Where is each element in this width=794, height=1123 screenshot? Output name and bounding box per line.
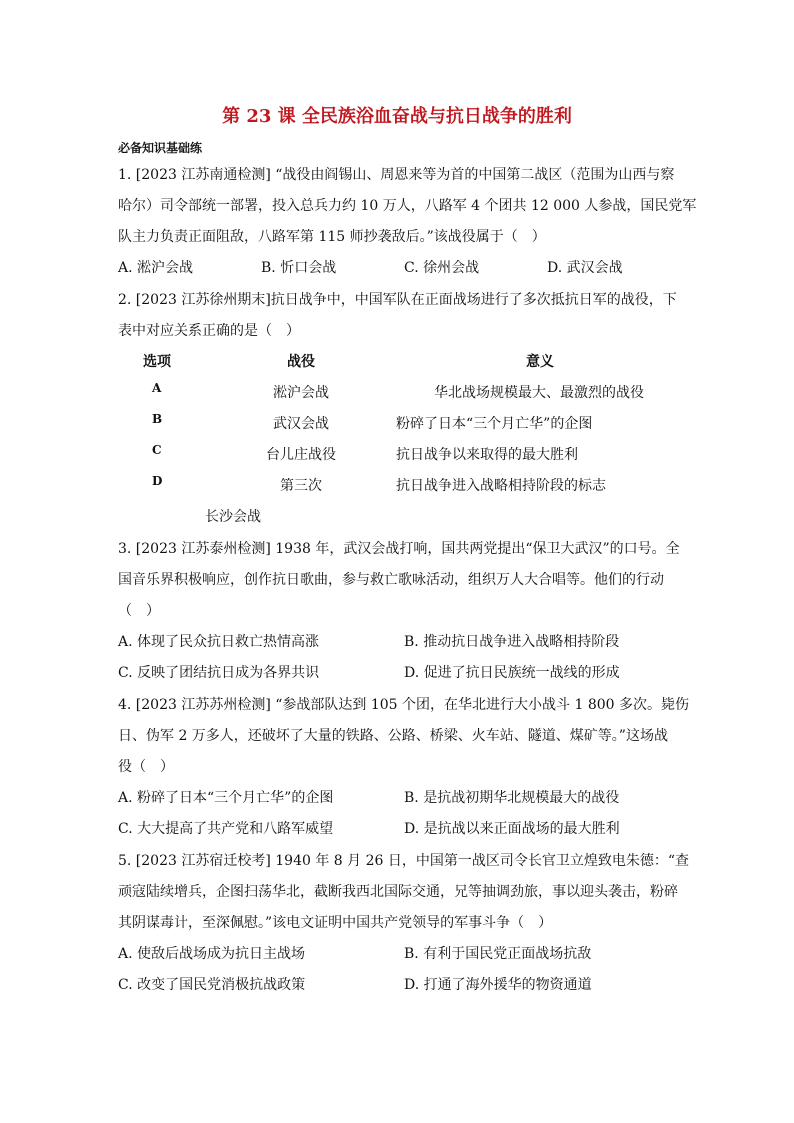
table-row-d-battle: 第三次 xyxy=(280,478,322,494)
question-1-option-a[interactable]: A. 淞沪会战 xyxy=(118,260,194,276)
table-header-option: 选项 xyxy=(143,354,171,370)
table-row-a-meaning: 华北战场规模最大、最激烈的战役 xyxy=(434,385,644,401)
table-row-c-meaning: 抗日战争以来取得的最大胜利 xyxy=(396,447,578,463)
question-2-line-2: 表中对应关系正确的是（ ） xyxy=(118,323,300,339)
table-row-d-battle-overflow: 长沙会战 xyxy=(205,509,261,525)
question-1-option-d[interactable]: D. 武汉会战 xyxy=(547,260,623,276)
question-3-line-1: 3. [2023 江苏泰州检测] 1938 年，武汉会战打响，国共两党提出“保卫大武汉”的口号。全 xyxy=(118,541,680,557)
table-row-b-meaning: 粉碎了日本“三个月亡华”的企图 xyxy=(396,416,593,432)
question-1-option-b[interactable]: B. 忻口会战 xyxy=(261,260,337,276)
question-4-option-a[interactable]: A. 粉碎了日本“三个月亡华”的企图 xyxy=(118,790,334,806)
table-header-meaning: 意义 xyxy=(526,354,554,370)
question-5-option-c[interactable]: C. 改变了国民党消极抗战政策 xyxy=(118,977,306,993)
question-4-line-1: 4. [2023 江苏苏州检测] “参战部队达到 105 个团，在华北进行大小战斗 1 800 多次。毙伤 xyxy=(118,697,690,713)
table-row-d-meaning: 抗日战争进入战略相持阶段的标志 xyxy=(396,478,606,494)
table-row-a-battle: 淞沪会战 xyxy=(273,385,329,401)
question-2-line-1: 2. [2023 江苏徐州期末]抗日战争中，中国军队在正面战场进行了多次抵抗日军的战役，下 xyxy=(118,292,677,308)
question-4-option-c[interactable]: C. 大大提高了共产党和八路军威望 xyxy=(118,821,334,837)
table-row-b-option: B xyxy=(152,412,163,426)
question-3-option-d[interactable]: D. 促进了抗日民族统一战线的形成 xyxy=(404,665,620,681)
question-1-line-2: 哈尔）司令部统一部署，投入总兵力约 10 万人，八路军 4 个团共 12 000 人参战，国民党军 xyxy=(118,198,697,214)
table-header-battle: 战役 xyxy=(287,354,315,370)
question-4-line-2: 日、伪军 2 万多人，还破坏了大量的铁路、公路、桥梁、火车站、隧道、煤矿等。”这场战 xyxy=(118,728,668,744)
question-4-line-3: 役（ ） xyxy=(118,759,174,775)
question-4-option-d[interactable]: D. 是抗战以来正面战场的最大胜利 xyxy=(404,821,620,837)
table-row-b-battle: 武汉会战 xyxy=(273,416,329,432)
table-row-d-option: D xyxy=(152,474,163,488)
question-3-option-c[interactable]: C. 反映了团结抗日成为各界共识 xyxy=(118,665,320,681)
table-row-a-option: A xyxy=(152,381,162,395)
table-row-c-battle: 台儿庄战役 xyxy=(266,447,336,463)
table-row-c-option: C xyxy=(152,443,162,457)
page-title: 第 23 课 全民族浴血奋战与抗日战争的胜利 xyxy=(222,106,572,127)
question-1-option-c[interactable]: C. 徐州会战 xyxy=(404,260,480,276)
question-5-option-d[interactable]: D. 打通了海外援华的物资通道 xyxy=(404,977,592,993)
question-1-line-3: 队主力负责正面阻敌，八路军第 115 师抄袭敌后。”该战役属于（ ） xyxy=(118,229,546,245)
question-3-option-a[interactable]: A. 体现了民众抗日救亡热情高涨 xyxy=(118,634,320,650)
question-5-line-1: 5. [2023 江苏宿迁校考] 1940 年 8 月 26 日，中国第一战区司令长官卫立煌致电朱德：“查 xyxy=(118,853,690,869)
question-3-option-b[interactable]: B. 推动抗日战争进入战略相持阶段 xyxy=(404,634,620,650)
question-3-line-2: 国音乐界积极响应，创作抗日歌曲，参与救亡歌咏活动，组织万人大合唱等。他们的行动 xyxy=(118,572,664,588)
section-label: 必备知识基础练 xyxy=(118,141,203,155)
question-4-option-b[interactable]: B. 是抗战初期华北规模最大的战役 xyxy=(404,790,620,806)
question-5-line-3: 其阴谋毒计，至深佩慰。”该电文证明中国共产党领导的军事斗争（ ） xyxy=(118,915,553,931)
question-5-line-2: 顽寇陆续增兵，企图扫荡华北，截断我西北国际交通，兄等抽调劲旅，事以迎头袭击，粉碎 xyxy=(118,884,678,900)
question-5-option-b[interactable]: B. 有利于国民党正面战场抗敌 xyxy=(404,946,592,962)
question-5-option-a[interactable]: A. 使敌后战场成为抗日主战场 xyxy=(118,946,306,962)
question-3-line-3: （ ） xyxy=(118,603,160,619)
question-1-line-1: 1. [2023 江苏南通检测] “战役由阎锡山、周恩来等为首的中国第二战区（范围为山西与察 xyxy=(118,167,675,183)
